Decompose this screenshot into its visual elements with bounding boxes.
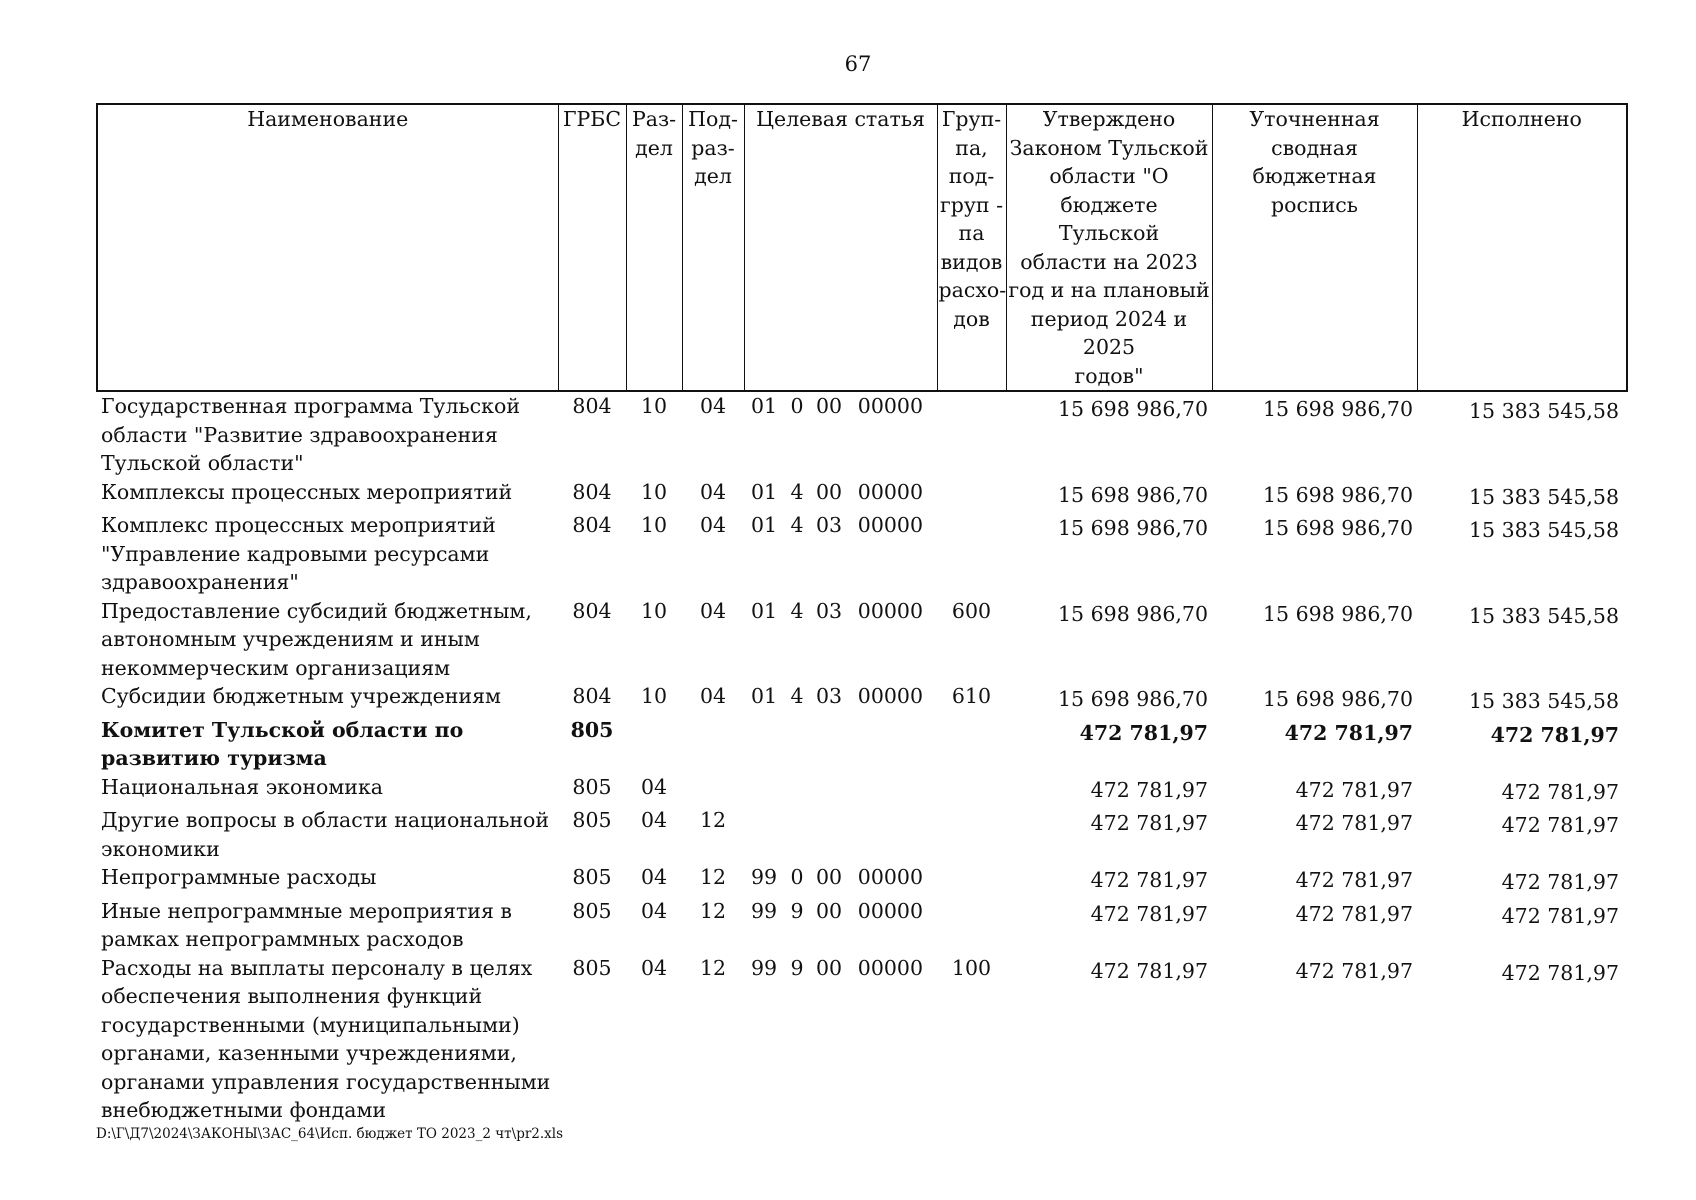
row-executed: 15 383 545,58 (1469, 399, 1619, 423)
row-razdel: 04 (640, 774, 668, 799)
row-podrazdel: 12 (699, 955, 727, 980)
target-part-t4: 00000 (857, 513, 923, 537)
row-podrazdel: 12 (699, 808, 727, 832)
row-name: Комплексы процессных мероприятий (101, 479, 513, 504)
row-name: Иные непрограммные мероприятия в рамках непрограммных расходов (101, 898, 512, 951)
header-text-grbs: ГРБС (562, 107, 622, 131)
row-podrazdel: 04 (699, 479, 727, 504)
row-group (937, 716, 1006, 773)
table-row (97, 478, 1627, 512)
target-part-t2: 4 (790, 513, 804, 537)
row-grbs: 804 (572, 684, 612, 708)
table-row (97, 682, 1627, 716)
row-approved: 15 698 986,70 (1058, 601, 1208, 626)
row-razdel: 10 (640, 598, 668, 623)
row-refined: 472 781,97 (1295, 868, 1413, 892)
target-part-t1: 01 (751, 513, 778, 537)
row-razdel (626, 716, 682, 773)
target-part-t4: 00000 (857, 898, 923, 923)
budget-table (96, 103, 1628, 1125)
row-approved: 472 781,97 (1090, 811, 1208, 835)
table-row (97, 954, 1627, 1125)
row-refined: 472 781,97 (1295, 811, 1413, 835)
row-refined: 472 781,97 (1295, 777, 1413, 802)
table-row (97, 511, 1627, 597)
header-text-razdel: Раз- дел (631, 107, 677, 160)
row-target-article (744, 391, 937, 478)
target-part-t3: 00 (815, 479, 843, 504)
header-text-name: Наименование (247, 107, 409, 131)
footer-file-path: D:\Г\Д7\2024\ЗАКОНЫ\ЗАС_64\Исп. бюджет ТО 2023_2 чт\pr2.xls (96, 1126, 564, 1142)
row-name: Комплекс процессных мероприятий "Управление кадровыми ресурсами здравоохранения" (101, 513, 496, 594)
row-group (937, 863, 1006, 897)
target-part-t3: 00 (815, 955, 843, 980)
row-approved: 15 698 986,70 (1058, 687, 1208, 711)
header-target (744, 104, 937, 391)
row-name: Субсидии бюджетным учреждениям (101, 684, 501, 708)
row-razdel: 10 (640, 394, 668, 418)
row-approved: 472 781,97 (1090, 958, 1208, 983)
header-text-approved: Утверждено Законом Тульской области "О бюджете Тульской области на 2023 год и на плановый период 2024 и 2025 годов" (1008, 107, 1210, 388)
target-part-t4: 00000 (857, 684, 923, 708)
target-part-t1: 99 (751, 898, 778, 923)
target-part-t2: 4 (790, 684, 804, 708)
row-grbs: 804 (572, 394, 612, 418)
row-podrazdel: 04 (699, 684, 727, 708)
row-grbs: 804 (572, 513, 612, 537)
row-target-article (744, 806, 937, 863)
target-part-t2: 0 (790, 394, 804, 418)
row-razdel: 04 (640, 955, 668, 980)
row-approved: 472 781,97 (1090, 901, 1208, 926)
table-row (97, 597, 1627, 683)
row-name: Расходы на выплаты персоналу в целях обеспечения выполнения функций государственными (муниципальными) органами, казенными учреждениями, органами управления государственными внебюджетными фондами (101, 955, 551, 1122)
header-text-target: Целевая статья (756, 107, 925, 131)
table-row (97, 897, 1627, 954)
row-target-article (744, 716, 937, 773)
row-target-article (744, 511, 937, 597)
row-target-article (744, 897, 937, 954)
target-part-t1: 01 (751, 684, 778, 708)
row-grbs: 804 (572, 479, 612, 504)
row-grbs: 805 (570, 717, 614, 742)
target-part-t2: 4 (790, 598, 804, 623)
target-part-t4: 00000 (857, 598, 923, 623)
row-executed: 472 781,97 (1501, 779, 1619, 804)
row-group (937, 478, 1006, 512)
table-row (97, 863, 1627, 897)
row-refined: 15 698 986,70 (1263, 516, 1413, 540)
row-grbs: 804 (572, 598, 612, 623)
row-executed: 472 781,97 (1501, 960, 1619, 985)
row-name: Комитет Тульской области по развитию туризма (101, 717, 464, 770)
row-podrazdel: 04 (699, 513, 727, 537)
row-podrazdel (682, 716, 744, 773)
row-podrazdel: 04 (699, 598, 727, 623)
row-podrazdel: 04 (699, 394, 727, 418)
row-grbs: 805 (572, 808, 612, 832)
target-part-t4: 00000 (857, 865, 923, 889)
header-group (937, 104, 1006, 391)
table-header-row (97, 104, 1627, 391)
row-podrazdel: 12 (699, 898, 727, 923)
row-approved: 15 698 986,70 (1058, 516, 1208, 540)
header-name (97, 104, 558, 391)
row-name: Государственная программа Тульской области "Развитие здравоохранения Тульской области" (101, 394, 520, 475)
row-target-article (744, 597, 937, 683)
row-refined: 472 781,97 (1284, 720, 1413, 745)
row-target-article (744, 773, 937, 807)
row-group (937, 773, 1006, 807)
row-group (937, 391, 1006, 478)
row-razdel: 04 (640, 865, 668, 889)
row-target-article (744, 478, 937, 512)
header-approved (1006, 104, 1212, 391)
row-approved: 472 781,97 (1090, 868, 1208, 892)
header-text-refined: Уточненная сводная бюджетная роспись (1249, 107, 1380, 217)
target-part-t3: 00 (815, 865, 843, 889)
row-executed: 15 383 545,58 (1469, 689, 1619, 713)
row-grbs: 805 (572, 898, 612, 923)
row-group: 100 (951, 955, 992, 980)
row-name: Другие вопросы в области национальной экономики (101, 808, 550, 861)
row-name: Предоставление субсидий бюджетным, автономным учреждениям и иным некоммерческим организациям (101, 598, 532, 680)
row-refined: 472 781,97 (1295, 958, 1413, 983)
target-part-t4: 00000 (857, 955, 923, 980)
row-podrazdel (682, 773, 744, 807)
target-part-t4: 00000 (857, 394, 923, 418)
table-row (97, 716, 1627, 773)
row-razdel: 10 (640, 479, 668, 504)
page-number: 67 (844, 52, 872, 76)
row-razdel: 04 (640, 898, 668, 923)
row-refined: 15 698 986,70 (1263, 482, 1413, 507)
target-part-t3: 03 (815, 513, 843, 537)
row-razdel: 10 (640, 684, 668, 708)
row-target-article (744, 682, 937, 716)
target-part-t2: 0 (790, 865, 804, 889)
row-target-article (744, 954, 937, 1125)
row-target-article (744, 863, 937, 897)
header-grbs (558, 104, 626, 391)
row-executed: 472 781,97 (1501, 903, 1619, 928)
row-executed: 472 781,97 (1501, 813, 1619, 837)
row-executed: 472 781,97 (1501, 870, 1619, 894)
row-executed: 15 383 545,58 (1469, 518, 1619, 542)
row-group (937, 806, 1006, 863)
table-row (97, 391, 1627, 478)
row-approved: 15 698 986,70 (1058, 397, 1208, 421)
target-part-t1: 01 (751, 394, 778, 418)
row-approved: 15 698 986,70 (1058, 482, 1208, 507)
row-refined: 15 698 986,70 (1263, 397, 1413, 421)
target-part-t1: 01 (751, 598, 778, 623)
row-razdel: 04 (640, 808, 668, 832)
row-grbs: 805 (572, 955, 612, 980)
target-part-t2: 4 (790, 479, 804, 504)
row-refined: 15 698 986,70 (1263, 601, 1413, 626)
row-razdel: 10 (640, 513, 668, 537)
row-approved: 472 781,97 (1079, 720, 1208, 745)
target-part-t1: 99 (751, 955, 778, 980)
target-part-t3: 00 (815, 394, 843, 418)
table-row (97, 806, 1627, 863)
header-refined (1212, 104, 1417, 391)
row-refined: 15 698 986,70 (1263, 687, 1413, 711)
target-part-t3: 00 (815, 898, 843, 923)
target-part-t1: 01 (751, 479, 778, 504)
row-approved: 472 781,97 (1090, 777, 1208, 802)
row-group (937, 511, 1006, 597)
target-part-t1: 99 (751, 865, 778, 889)
header-executed (1417, 104, 1627, 391)
row-refined: 472 781,97 (1295, 901, 1413, 926)
header-text-executed: Исполнено (1461, 107, 1582, 131)
row-executed: 15 383 545,58 (1469, 603, 1619, 628)
target-part-t2: 9 (790, 955, 804, 980)
row-group: 600 (951, 598, 992, 623)
row-group: 610 (951, 684, 992, 708)
row-name: Непрограммные расходы (101, 865, 377, 889)
target-part-t2: 9 (790, 898, 804, 923)
target-part-t3: 03 (815, 684, 843, 708)
target-part-t4: 00000 (857, 479, 923, 504)
row-executed: 15 383 545,58 (1469, 484, 1619, 509)
table-row (97, 773, 1627, 807)
row-executed: 472 781,97 (1490, 722, 1619, 747)
table-body (97, 391, 1627, 1125)
row-group (937, 897, 1006, 954)
header-razdel (626, 104, 682, 391)
header-text-podrazdel: Под- раз- дел (688, 107, 738, 188)
header-text-group: Груп- па, под- груп - па видов расхо- дов (938, 107, 1007, 331)
row-podrazdel: 12 (699, 865, 727, 889)
row-name: Национальная экономика (101, 774, 383, 799)
target-part-t3: 03 (815, 598, 843, 623)
row-grbs: 805 (572, 774, 612, 799)
row-grbs: 805 (572, 865, 612, 889)
header-podrazdel (682, 104, 744, 391)
